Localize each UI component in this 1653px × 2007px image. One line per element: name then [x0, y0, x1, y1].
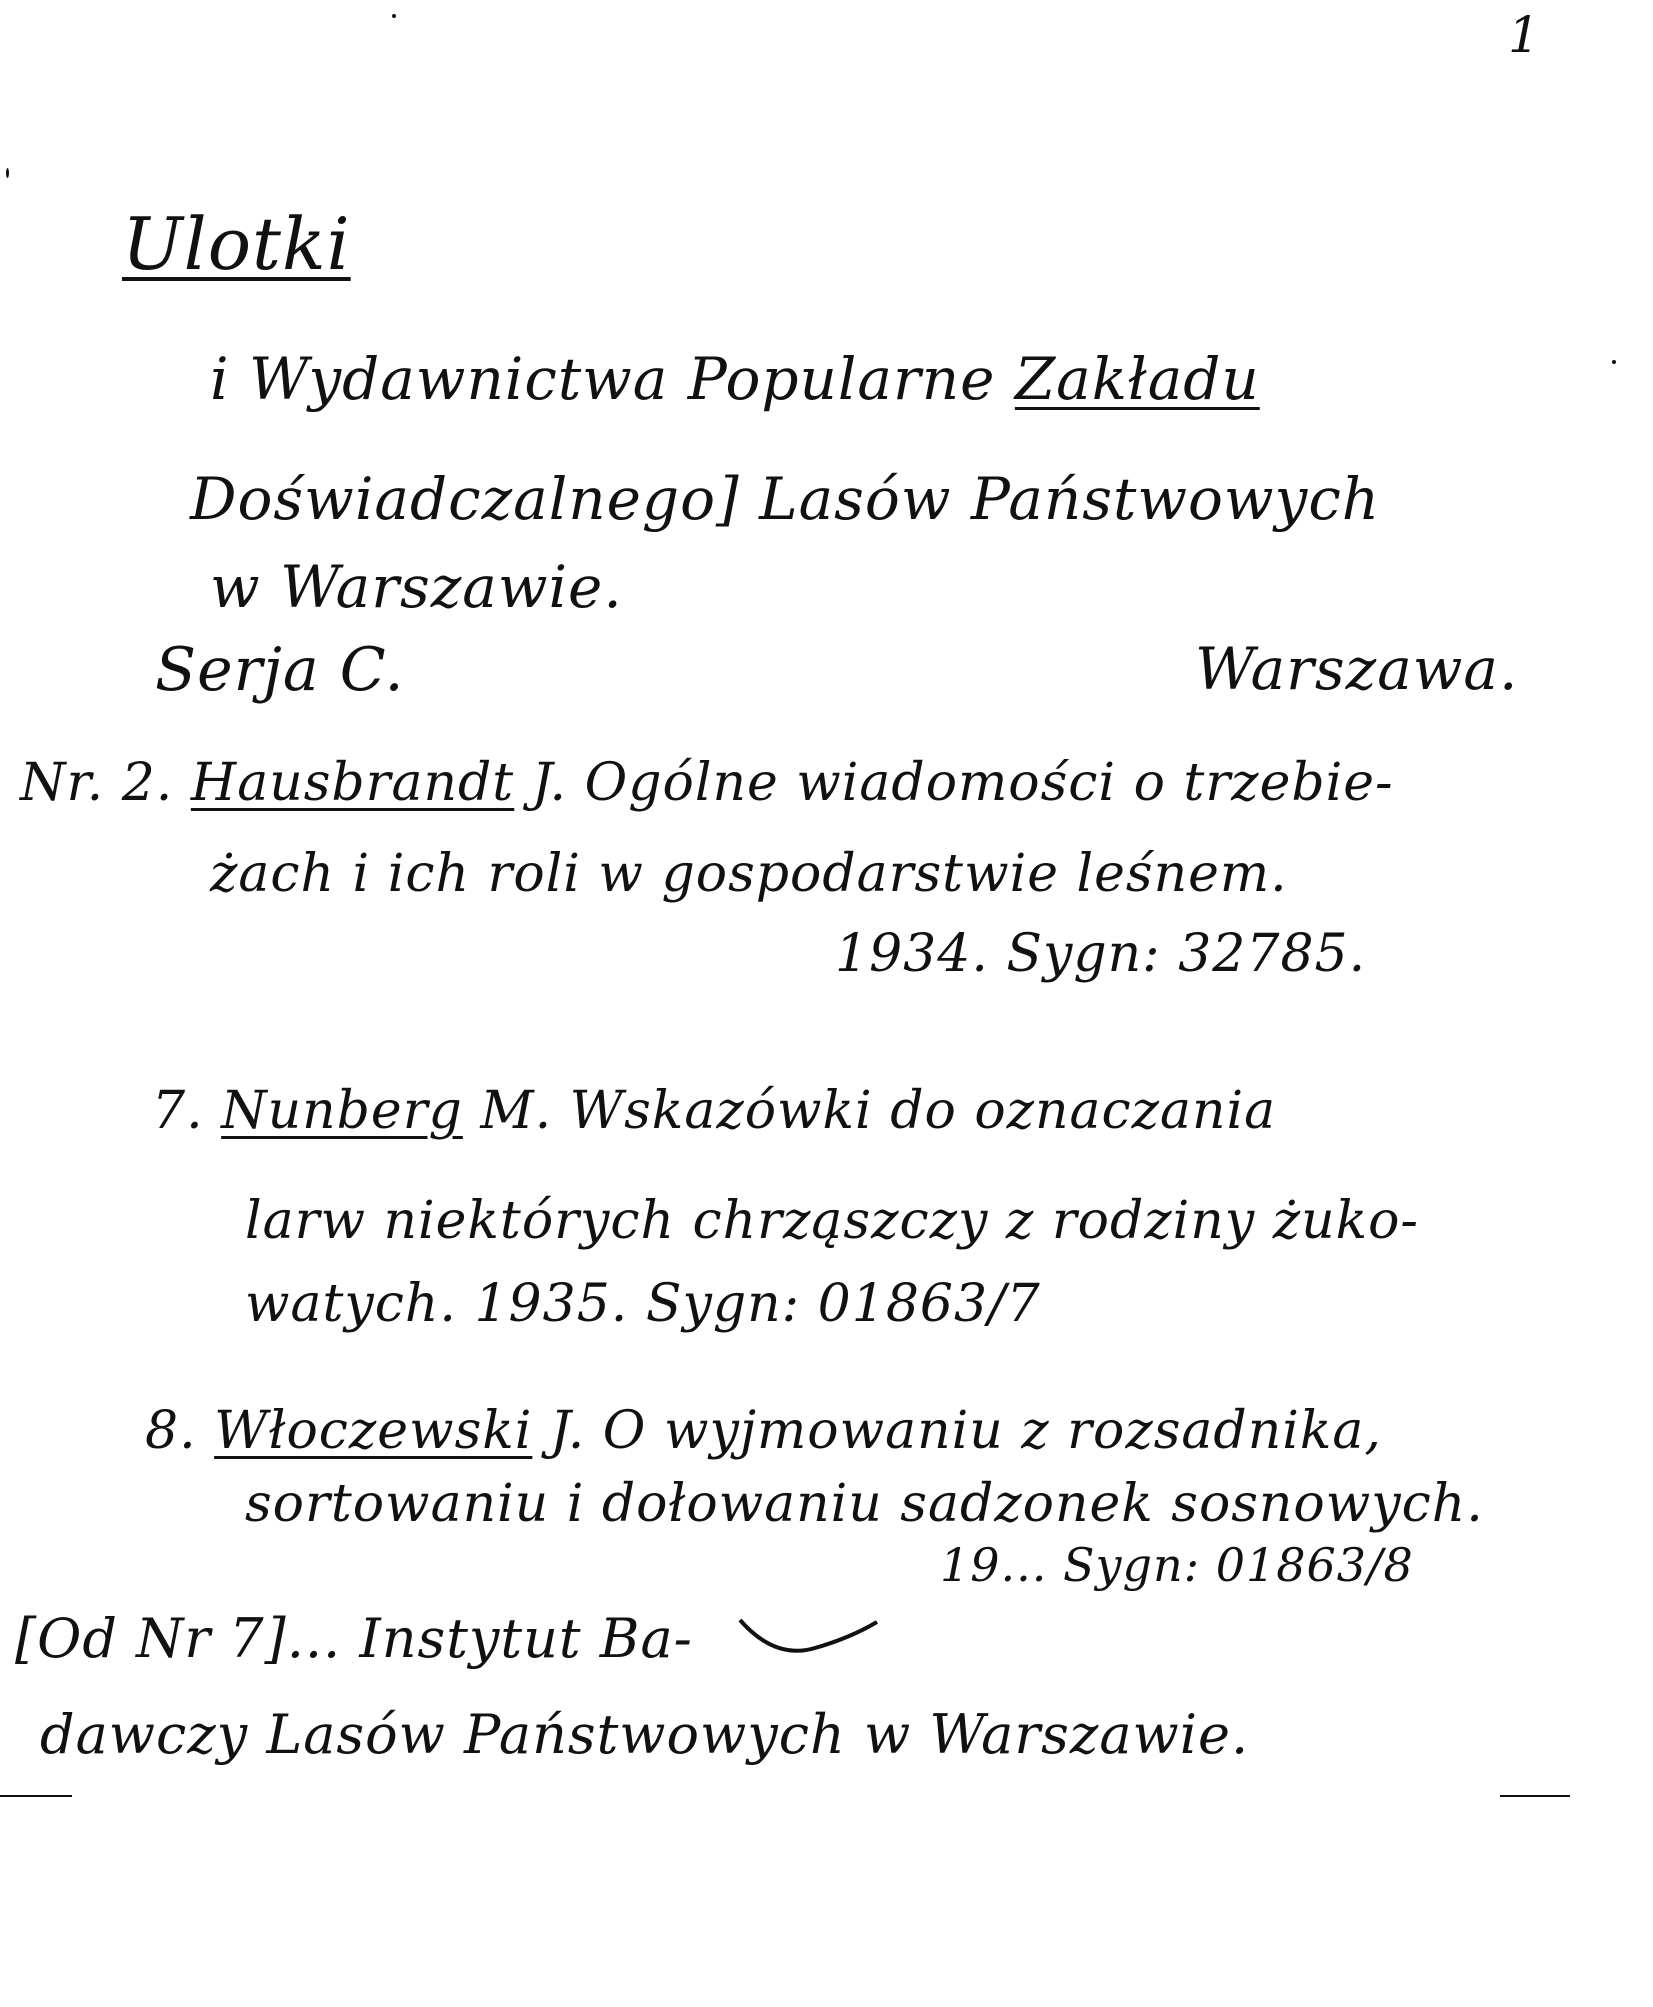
entry-2-line-1	[152, 1081, 1277, 1141]
place-label: Warszawa.	[1195, 635, 1519, 703]
entry-2-author: Nunberg	[221, 1081, 463, 1141]
scan-speck	[6, 168, 9, 178]
footnote-line-2: dawczy Lasów Państwowych w Warszawie.	[40, 1703, 1250, 1766]
entry-1-line-1	[20, 753, 1394, 813]
card-edge-rule-left	[0, 1795, 72, 1797]
entry-1-line-3: 1934. Sygn: 32785.	[835, 924, 1367, 984]
entry-1-number: Nr. 2.	[20, 753, 174, 813]
scan-speck	[1612, 360, 1616, 364]
series-title-line-2-text: Lasów Państwowych	[759, 465, 1381, 533]
series-title-line-1	[210, 345, 1260, 413]
card-heading: Ulotki	[122, 202, 351, 286]
series-label: Serja C.	[155, 635, 405, 705]
entry-3-line-1	[145, 1401, 1382, 1461]
series-title-line-3: w Warszawie.	[210, 553, 623, 621]
pen-flourish	[735, 1610, 885, 1670]
scan-speck	[392, 14, 396, 18]
card-edge-rule-right	[1500, 1795, 1570, 1797]
entry-2-title-part-1: M. Wskazówki do oznaczania	[480, 1081, 1277, 1141]
entry-2-line-2: larw niektórych chrząszczy z rodziny żuko-	[245, 1191, 1419, 1251]
series-title-bracket-close: Doświadczalnego]	[190, 465, 740, 533]
entry-1-author: Hausbrandt	[190, 753, 515, 813]
footnote-line-1: [Od Nr 7]... Instytut Ba-	[15, 1607, 693, 1670]
series-title-bracket-open: Zakładu	[1014, 345, 1260, 413]
series-title-line-1-text: i Wydawnictwa Popularne	[210, 345, 996, 413]
page-number: 1	[1508, 6, 1541, 64]
entry-3-author: Włoczewski	[214, 1401, 533, 1461]
entry-3-title-part-1: J. O wyjmowaniu z rozsadnika,	[549, 1401, 1382, 1461]
entry-1-title-part-1: J. Ogólne wiadomości o trzebie-	[531, 753, 1394, 813]
entry-2-number: 7.	[152, 1081, 204, 1141]
entry-3-number: 8.	[145, 1401, 197, 1461]
entry-1-line-2: żach i ich roli w gospodarstwie leśnem.	[210, 844, 1288, 904]
entry-2-line-3: watych. 1935. Sygn: 01863/7	[245, 1274, 1041, 1334]
entry-3-line-3: 19... Sygn: 01863/8	[940, 1538, 1414, 1592]
entry-3-line-2: sortowaniu i dołowaniu sadzonek sosnowych.	[245, 1474, 1484, 1534]
series-title-line-2	[190, 465, 1381, 533]
